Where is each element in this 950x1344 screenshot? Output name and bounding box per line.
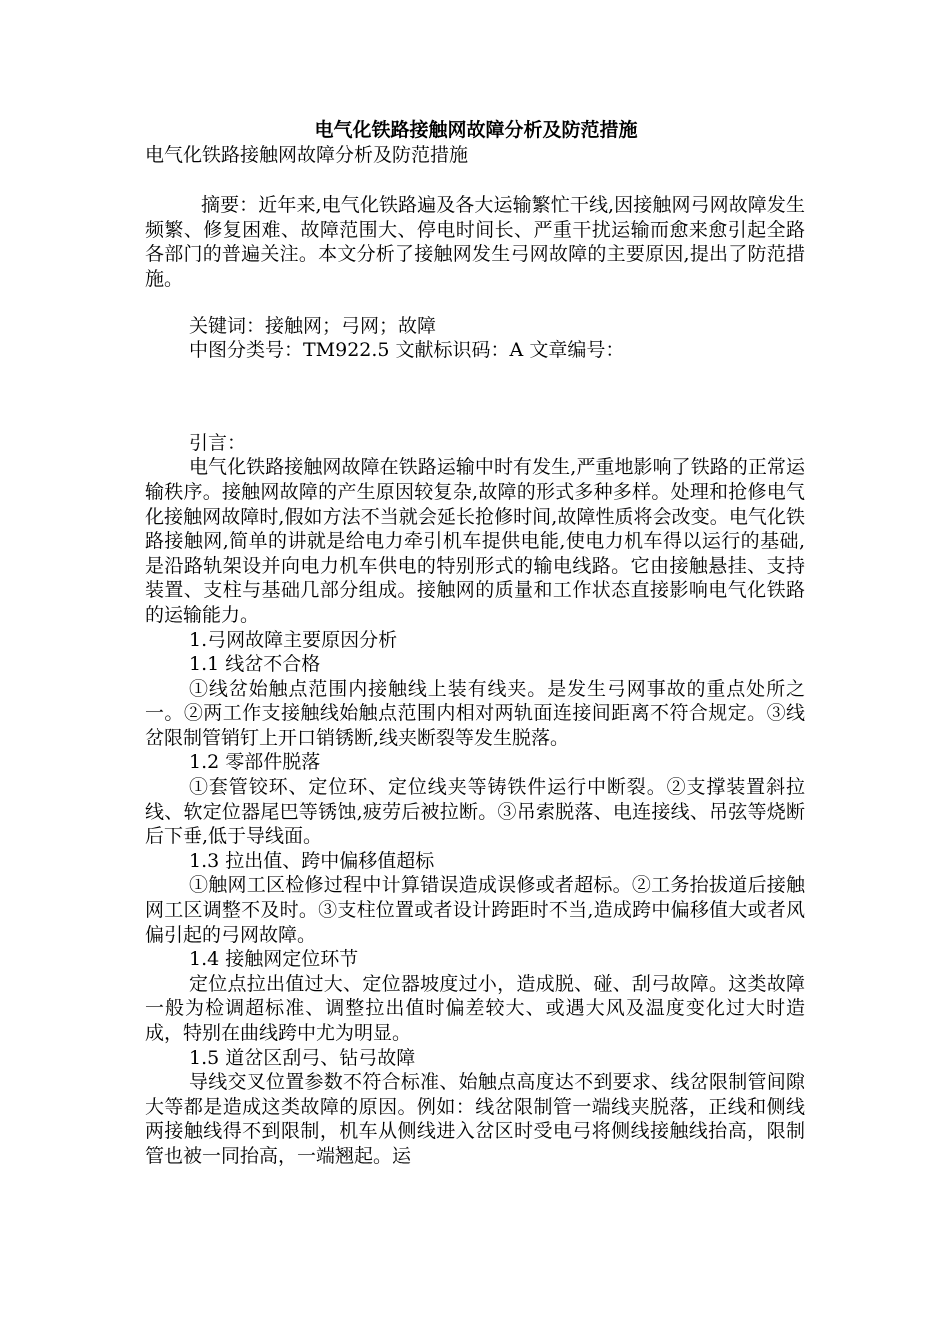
document-subtitle: 电气化铁路接触网故障分析及防范措施 (145, 143, 469, 166)
abstract-paragraph: 摘要：近年来,电气化铁路遍及各大运输繁忙干线,因接触网弓网故障发生频繁、修复困难、故障范围大、停电时间长、严重干扰运输而愈来愈引起全路各部门的普遍关注。本文分析了接触网发生弓网故障的主要原因,提出了防范措施。 (145, 194, 805, 290)
keywords-line: 关键词：接触网；弓网；故障 (189, 314, 437, 337)
spacer (145, 363, 805, 431)
classification-line: 中图分类号：TM922.5 文献标识码：A 文章编号： (189, 339, 625, 362)
section-heading: 1.2 零部件脱落 (189, 751, 321, 774)
section-paragraph: 定位点拉出值过大、定位器坡度过小，造成脱、碰、刮弓故障。这类故障一般为检调超标准、调整拉出值时偏差较大、或遇大风及温度变化过大时造成，特别在曲线跨中尤为明显。 (145, 972, 805, 1044)
section-paragraph: ①线岔始触点范围内接触线上装有线夹。是发生弓网事故的重点处所之一。②两工作支接触线始触点范围内相对两轨面连接间距离不符合规定。③线岔限制管销钉上开口销锈断,线夹断裂等发生脱落。 (145, 677, 805, 749)
section-paragraph: ①套管铰环、定位环、定位线夹等铸铁件运行中断裂。②支撑装置斜拉线、软定位器尾巴等锈蚀,疲劳后被拉断。③吊索脱落、电连接线、吊弦等烧断后下垂,低于导线面。 (145, 776, 805, 848)
spacer (145, 167, 805, 193)
section-paragraph: ①触网工区检修过程中计算错误造成误修或者超标。②工务抬拔道后接触网工区调整不及时。③支柱位置或者设计跨距时不当,造成跨中偏移值大或者风偏引起的弓网故障。 (145, 874, 805, 946)
section-heading: 1.4 接触网定位环节 (189, 948, 359, 971)
document-page (145, 118, 805, 1169)
document-title: 电气化铁路接触网故障分析及防范措施 (314, 119, 638, 141)
spacer (145, 292, 805, 314)
section-paragraph: 导线交叉位置参数不符合标准、始触点高度达不到要求、线岔限制管间隙大等都是造成这类故障的原因。例如：线岔限制管一端线夹脱落，正线和侧线两接触线得不到限制，机车从侧线进入岔区时受电弓将侧线接触线抬高，限制管也被一同抬高，一端翘起。运 (145, 1071, 805, 1167)
section-heading: 1.弓网故障主要原因分析 (189, 628, 398, 651)
section-heading: 1.1 线岔不合格 (189, 653, 321, 676)
intro-heading: 引言： (189, 431, 247, 454)
section-heading: 1.5 道岔区刮弓、钻弓故障 (189, 1046, 416, 1069)
section-heading: 1.3 拉出值、跨中偏移值超标 (189, 849, 435, 872)
intro-paragraph: 电气化铁路接触网故障在铁路运输中时有发生,严重地影响了铁路的正常运输秩序。接触网故障的产生原因较复杂,故障的形式多种多样。处理和抢修电气化接触网故障时,假如方法不当就会延长抢修时间,故障性质将会改变。电气化铁路接触网,简单的讲就是给电力牵引机车提供电能,使电力机车得以运行的基础,是沿路轨架设并向电力机车供电的特别形式的输电线路。它由接触悬挂、支持装置、支柱与基础几部分组成。接触网的质量和工作状态直接影响电气化铁路的运输能力。 (145, 456, 805, 626)
